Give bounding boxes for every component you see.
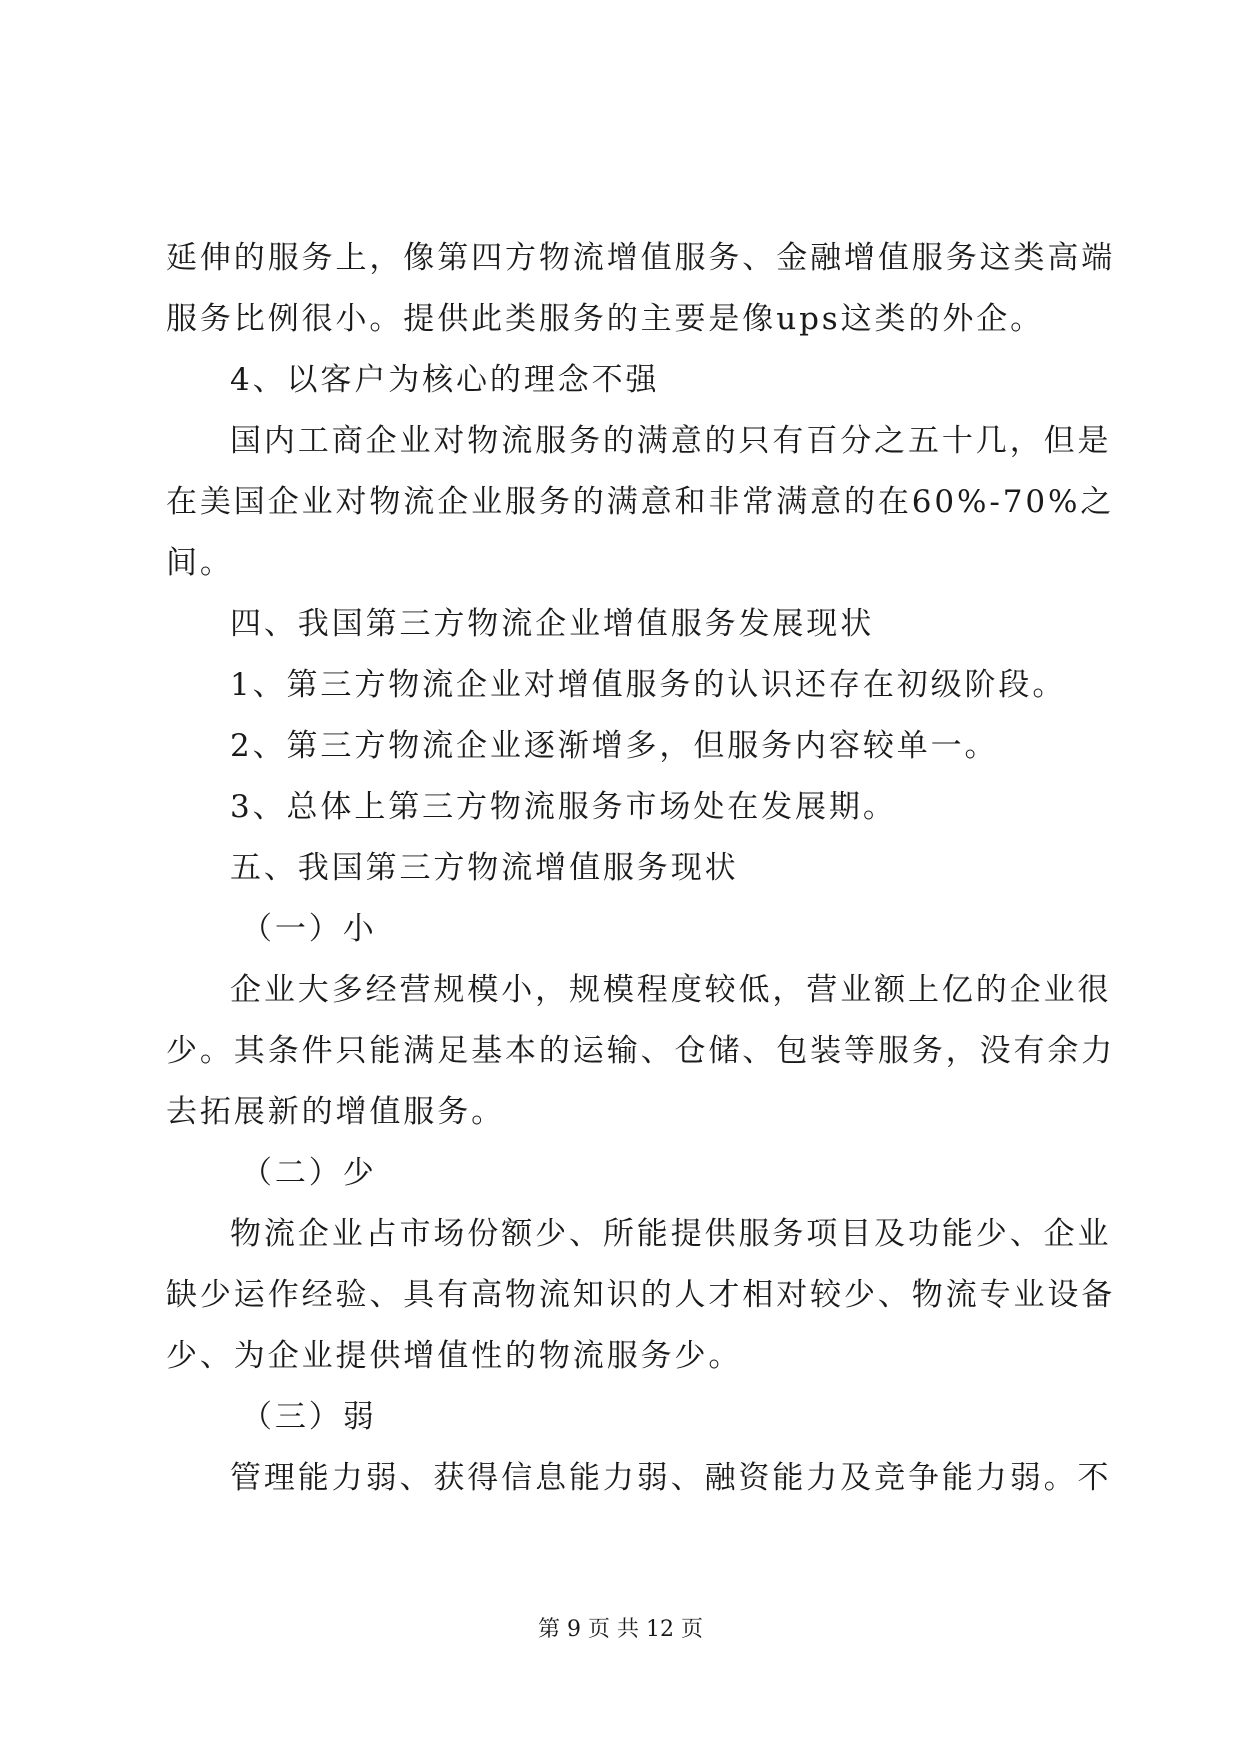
text-line: 少。其条件只能满足基本的运输、仓储、包装等服务，没有余力 — [166, 1033, 1116, 1069]
text-line: 国内工商企业对物流服务的满意的只有百分之五十几，但是 — [230, 423, 1112, 459]
text-line: 延伸的服务上，像第四方物流增值服务、金融增值服务这类高端 — [166, 240, 1116, 276]
page-number-footer: 第 9 页 共 12 页 — [538, 1617, 703, 1642]
section-heading: 四、我国第三方物流企业增值服务发展现状 — [230, 606, 875, 642]
text-line: 管理能力弱、获得信息能力弱、融资能力及竞争能力弱。不 — [230, 1460, 1112, 1496]
text-line: 少、为企业提供增值性的物流服务少。 — [166, 1338, 743, 1374]
section-heading: 五、我国第三方物流增值服务现状 — [230, 850, 739, 886]
list-item: 3、总体上第三方物流服务市场处在发展期。 — [230, 789, 897, 825]
subsection-heading: （一）小 — [241, 911, 377, 947]
subsection-heading: （三）弱 — [241, 1399, 377, 1435]
text-line: 物流企业占市场份额少、所能提供服务项目及功能少、企业 — [230, 1216, 1112, 1252]
section-heading: 4、以客户为核心的理念不强 — [230, 362, 660, 398]
text-line: 间。 — [166, 545, 234, 581]
text-line: 服务比例很小。提供此类服务的主要是像ups这类的外企。 — [166, 301, 1045, 337]
body-text — [166, 228, 1116, 1509]
text-line: 缺少运作经验、具有高物流知识的人才相对较少、物流专业设备 — [166, 1277, 1116, 1313]
text-line: 企业大多经营规模小，规模程度较低，营业额上亿的企业很 — [230, 972, 1112, 1008]
list-item: 1、第三方物流企业对增值服务的认识还存在初级阶段。 — [230, 667, 1067, 703]
text-line: 在美国企业对物流企业服务的满意和非常满意的在60%-70%之 — [166, 484, 1115, 520]
list-item: 2、第三方物流企业逐渐增多，但服务内容较单一。 — [230, 728, 999, 764]
text-line: 去拓展新的增值服务。 — [166, 1094, 505, 1130]
subsection-heading: （二）少 — [241, 1155, 377, 1191]
